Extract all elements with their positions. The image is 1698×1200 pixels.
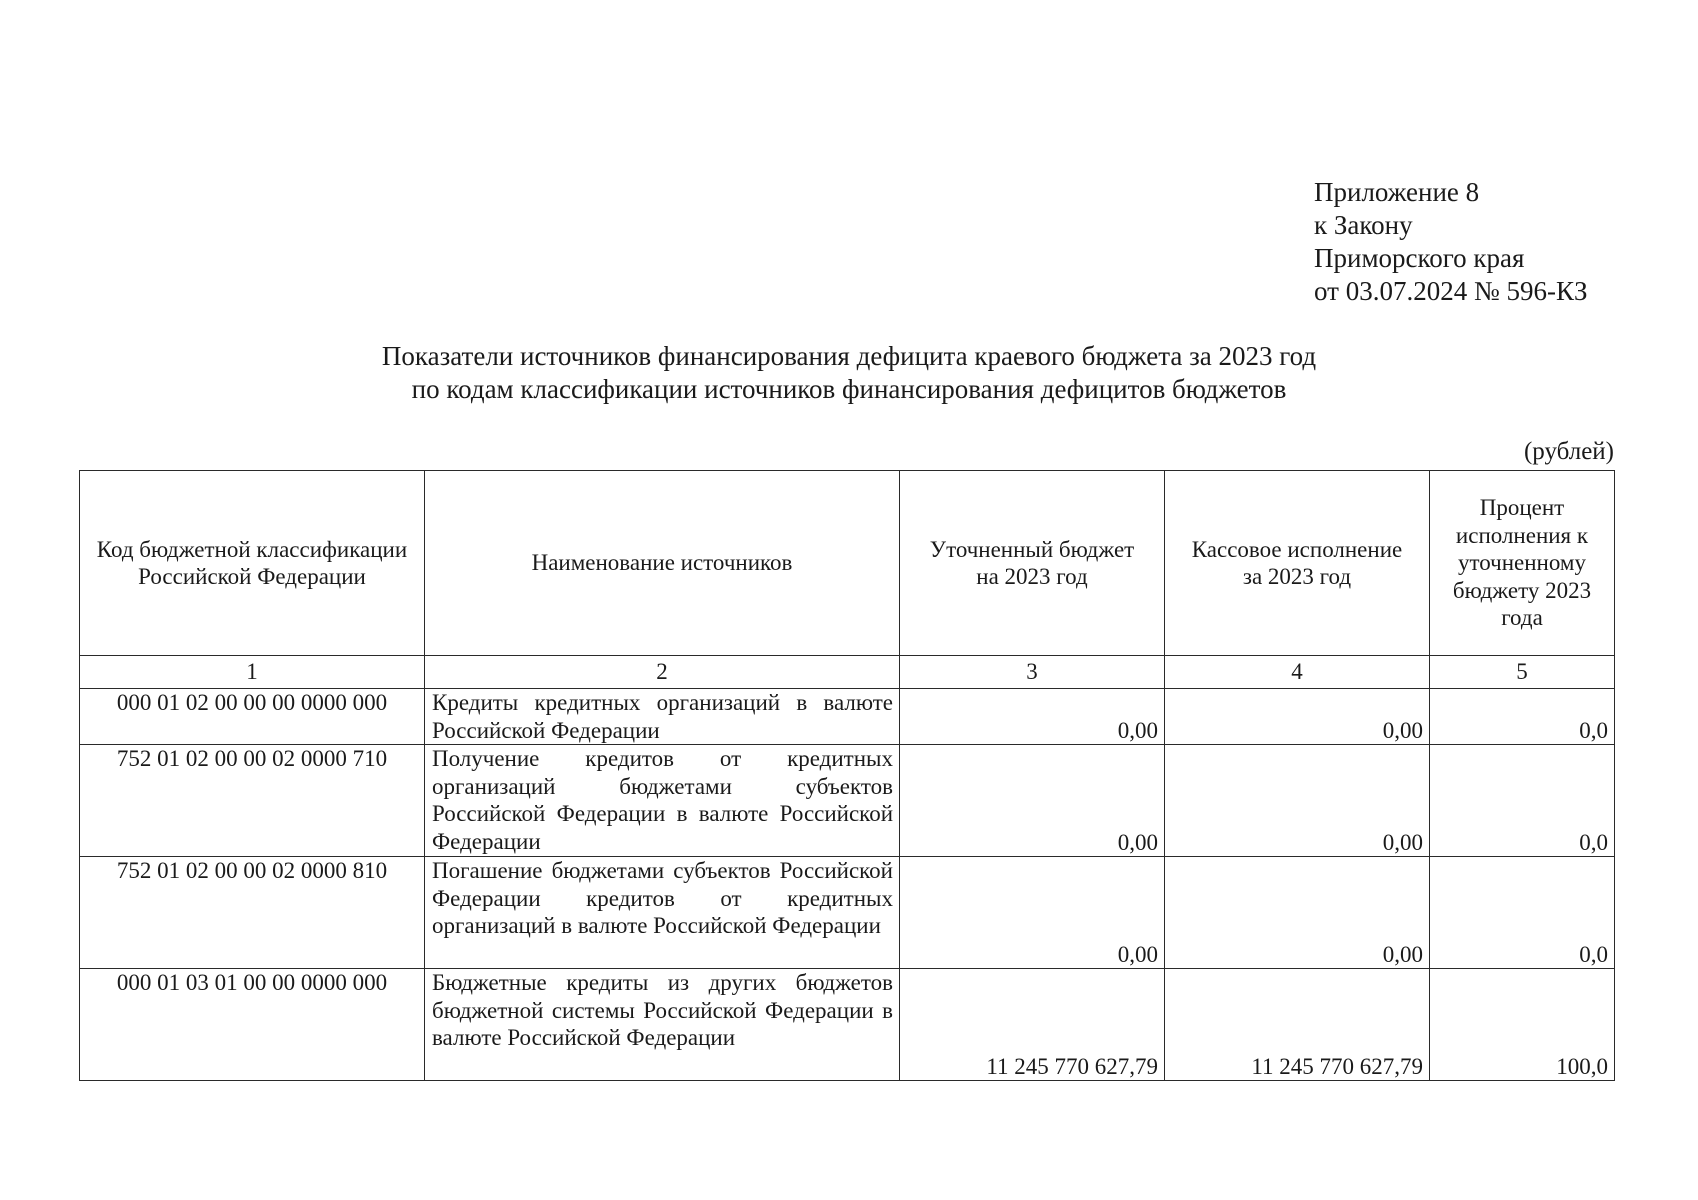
row-execution: 0,00 (1165, 745, 1430, 857)
sources-table (79, 470, 1615, 1081)
table-row (80, 689, 1615, 745)
column-number-row (80, 656, 1615, 689)
row-execution: 0,00 (1165, 689, 1430, 745)
row-code: 000 01 03 01 00 00 0000 000 (80, 969, 425, 1081)
table-row (80, 857, 1615, 969)
document-title (0, 340, 1698, 406)
column-number: 3 (900, 656, 1165, 689)
header-row (80, 471, 1615, 656)
title-line-2: по кодам классификации источников финансирования дефицитов бюджетов (411, 374, 1287, 404)
header-budget: Уточненный бюджет на 2023 год (900, 471, 1165, 656)
row-execution: 11 245 770 627,79 (1165, 969, 1430, 1081)
row-code: 752 01 02 00 00 02 0000 710 (80, 745, 425, 857)
units-label: (рублей) (1523, 438, 1614, 465)
row-percent: 0,0 (1430, 745, 1615, 857)
appendix-line-1: Приложение 8 (1314, 177, 1480, 207)
header-name: Наименование источников (425, 471, 900, 656)
row-name: Погашение бюджетами субъектов Российской Федерации кредитов от кредитных организаций в валюте Российской Федерации (425, 857, 900, 969)
header-percent: Процент исполнения к уточненному бюджету 2023 года (1430, 471, 1615, 656)
table-row (80, 745, 1615, 857)
appendix-line-2: к Закону (1314, 210, 1413, 240)
row-code: 752 01 02 00 00 02 0000 810 (80, 857, 425, 969)
row-percent: 0,0 (1430, 689, 1615, 745)
column-number: 1 (80, 656, 425, 689)
appendix-line-3: Приморского края (1314, 243, 1525, 273)
column-number: 2 (425, 656, 900, 689)
appendix-block (1314, 176, 1587, 308)
row-code: 000 01 02 00 00 00 0000 000 (80, 689, 425, 745)
title-line-1: Показатели источников финансирования дефицита краевого бюджета за 2023 год (381, 341, 1317, 371)
row-percent: 0,0 (1430, 857, 1615, 969)
row-name: Получение кредитов от кредитных организаций бюджетами субъектов Российской Федерации в валюте Российской Федерации (425, 745, 900, 857)
row-percent: 100,0 (1430, 969, 1615, 1081)
header-code: Код бюджетной классификации Российской Федерации (80, 471, 425, 656)
row-execution: 0,00 (1165, 857, 1430, 969)
row-name: Бюджетные кредиты из других бюджетов бюджетной системы Российской Федерации в валюте Российской Федерации (425, 969, 900, 1081)
row-budget: 0,00 (900, 857, 1165, 969)
row-name: Кредиты кредитных организаций в валюте Российской Федерации (425, 689, 900, 745)
column-number: 4 (1165, 656, 1430, 689)
row-budget: 0,00 (900, 689, 1165, 745)
appendix-line-4: от 03.07.2024 № 596-КЗ (1314, 276, 1588, 306)
table-row (80, 969, 1615, 1081)
column-number: 5 (1430, 656, 1615, 689)
row-budget: 0,00 (900, 745, 1165, 857)
row-budget: 11 245 770 627,79 (900, 969, 1165, 1081)
header-execution: Кассовое исполнение за 2023 год (1165, 471, 1430, 656)
